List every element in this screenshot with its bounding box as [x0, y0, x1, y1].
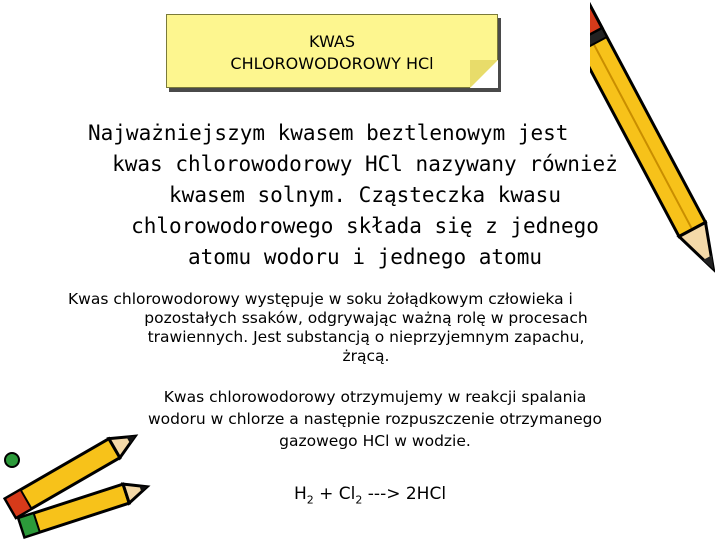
occurrence-line: trawiennych. Jest substancją o nieprzyjemnym zapachu,: [147, 328, 585, 346]
production-line: Kwas chlorowodorowy otrzymujemy w reakcji spalania: [163, 388, 587, 406]
formula-plus-cl: + Cl: [313, 484, 356, 504]
formula-h: H: [293, 484, 307, 504]
intro-line: kwasem solnym. Cząsteczka kwasu: [169, 183, 561, 207]
production-line: gazowego HCl w wodzie.: [279, 432, 471, 450]
production-line: wodoru w chlorze a następnie rozpuszczenie otrzymanego: [147, 410, 603, 428]
title-note: [166, 14, 498, 88]
occurrence-line: Kwas chlorowodorowy występuje w soku żołądkowym człowieka i: [68, 290, 573, 308]
intro-line: Najważniejszym kwasem beztlenowym jest: [88, 121, 569, 145]
page-title: [167, 31, 497, 75]
intro-paragraph: [70, 118, 660, 273]
formula-product: ---> 2HCl: [362, 484, 447, 504]
intro-line: atomu wodoru i jednego atomu: [187, 245, 542, 269]
occurrence-line: pozostałych ssaków, odgrywając ważną rolę w procesach: [144, 309, 588, 327]
formula-h-subscript: 2: [306, 493, 314, 507]
intro-line: kwas chlorowodorowy HCl nazywany również: [112, 152, 618, 176]
title-line-1: KWAS: [309, 32, 355, 51]
note-fold: [470, 60, 498, 88]
intro-line: chlorowodorowego składa się z jednego: [131, 214, 599, 238]
occurrence-line: żrącą.: [342, 347, 390, 365]
reaction-formula: [260, 484, 480, 506]
occurrence-paragraph: [56, 290, 676, 366]
production-paragraph: [70, 386, 680, 452]
title-line-2: CHLOROWODOROWY HCl: [230, 54, 434, 73]
formula-cl-subscript: 2: [355, 493, 363, 507]
